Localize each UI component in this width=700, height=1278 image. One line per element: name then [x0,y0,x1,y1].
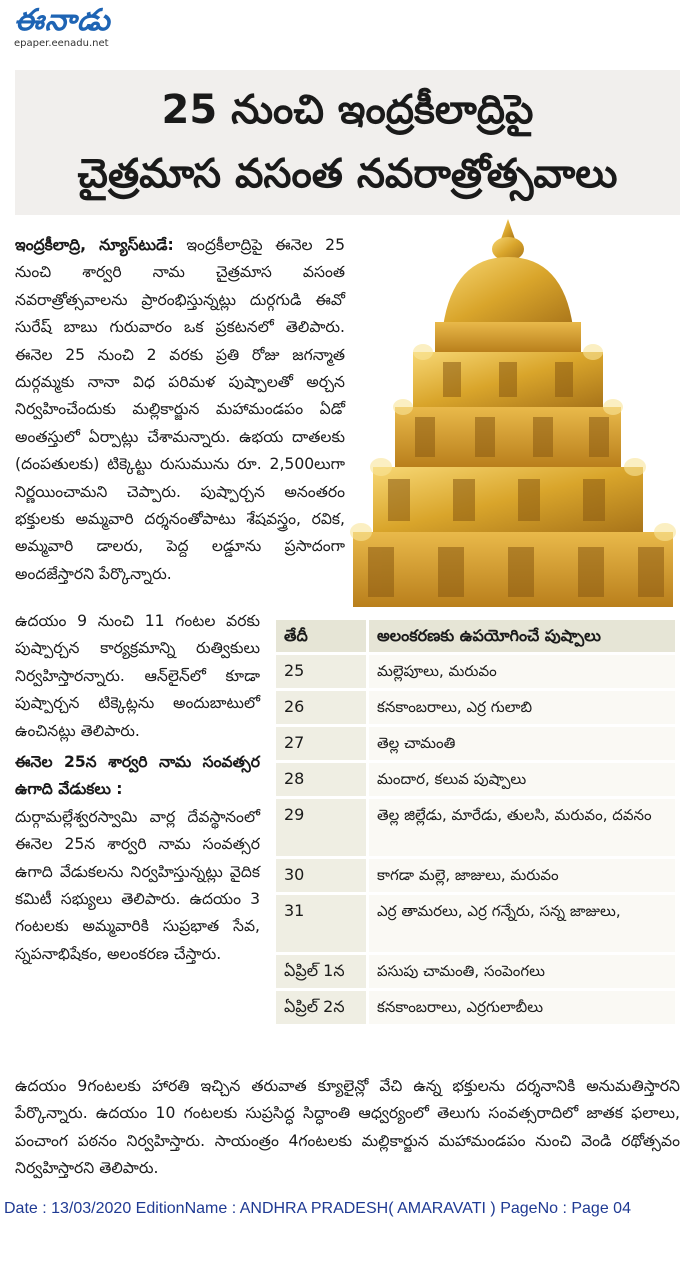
row-flowers: కనకాంబరాలు, ఎర్రగులాబీలు [368,990,677,1026]
site-url[interactable]: epaper.eenadu.net [14,38,109,49]
eenadu-logo[interactable]: ఈనాడు [14,3,111,38]
row-flowers: పసుపు చామంతి, సంపెంగలు [368,954,677,990]
table-row [275,654,677,690]
row-date: 29 [275,798,368,858]
table-row [275,726,677,762]
row-flowers: తెల్ల జిల్లేడు, మారేడు, తులసి, మరువం, దవనం [368,798,677,858]
table-row [275,894,677,954]
headline-line-2: చైత్రమాస వసంత నవరాత్రోత్సవాలు [77,151,618,197]
dateline: ఇంద్రకీలాద్రి, న్యూస్‌టుడే: [15,236,174,254]
header-flowers: అలంకరణకు ఉపయోగించే పుష్పాలు [368,619,677,654]
article-column-top [15,232,345,588]
row-date: 27 [275,726,368,762]
article-para-2: ఉదయం 9 నుంచి 11 గంటల వరకు పుష్పార్చన కార్యక్రమాన్ని రుత్వికులు నిర్వహిస్తారన్నారు. ఆన్‌లైన్‌లో కూడా పుష్పార్చన టిక్కెట్లను అందుబాటులో ఉంచినట్లు తెలిపారు. [15,612,260,740]
article-para-1: ఇంద్రకీలాద్రిపై ఈనెల 25 నుంచి శార్వరి నామ చైత్రమాస వసంత నవరాత్రోత్సవాలను ప్రారంభిస్తున్నట్లు దుర్గగుడి ఈవో సురేష్ బాబు గురువారం ఒక ప్రకటనలో తెలిపారు. ఈనెల 25 నుంచి 2 వరకు ప్రతి రోజు జగన్మాత దుర్గమ్మకు నానా విధ పరిమళ పుష్పాలతో అర్చన నిర్వహించేందుకు మల్లికార్జున మహామండపం ఏడో అంతస్తులో ఏర్పాట్లు చేశామన్నారు. ఉభయ దాతలకు (దంపతులకు) టిక్కెట్టు రుసుమును రూ. 2,500లుగా నిర్ణయించామని చెప్పారు. పుష్పార్చన అనంతరం భక్తులకు అమ్మవారి దర్శనంతోపాటు శేషవస్త్రం, రవిక, అమ్మవారి డాలరు, పెద్ద లడ్డూను ప్రసాదంగా అందజేస్తారని పేర్కొన్నారు. [15,236,345,583]
row-date: ఏప్రిల్ 1న [275,954,368,990]
headline-box [15,70,680,215]
row-flowers: ఎర్ర తామరలు, ఎర్ర గన్నేరు, సన్న జాజులు, [368,894,677,954]
row-date: ఏప్రిల్ 2న [275,990,368,1026]
table-row [275,690,677,726]
article-column-narrow [15,608,260,968]
row-flowers: మందార, కలువ పుష్పాలు [368,762,677,798]
article-para-4: ఉదయం 9గంటలకు హారతి ఇచ్చిన తరువాత క్యూలైన్లో వేచి ఉన్న భక్తులను దర్శనానికి అనుమతిస్తారని పేర్కొన్నారు. ఉదయం 10 గంటలకు సుప్రసిద్ధ సిద్ధాంతి ఆధ్వర్యంలో తెలుగు సంవత్సరాదిలో జాతక ఫలాలు, పంచాంగ పఠనం నిర్వహిస్తారు. సాయంత్రం 4గంటలకు మల్లికార్జున మహామండపం నుంచి వెండి రథోత్సవం నిర్వహిస్తారని తెలిపారు. [15,1077,680,1178]
header-date: తేదీ [275,619,368,654]
temple-gopuram-image [343,217,683,612]
row-date: 25 [275,654,368,690]
headline-line-1: 25 నుంచి ఇంద్రకీలాద్రిపై [161,87,534,133]
row-date: 28 [275,762,368,798]
table-header-row [275,619,677,654]
table-row [275,798,677,858]
table-row [275,990,677,1026]
table-row [275,762,677,798]
masthead [14,4,214,56]
row-flowers: కాగడా మల్లె, జాజులు, మరువం [368,858,677,894]
table-row [275,858,677,894]
article-column-bottom [15,1073,680,1183]
ugadi-subhead: ఈనెల 25న శార్వరి నామ సంవత్సర ఉగాది వేడుకలు : [15,753,260,799]
row-flowers: మల్లెపూలు, మరువం [368,654,677,690]
row-flowers: కనకాంబరాలు, ఎర్ర గులాబి [368,690,677,726]
row-date: 30 [275,858,368,894]
row-flowers: తెల్ల చామంతి [368,726,677,762]
flower-schedule-table [273,617,678,1027]
table-row [275,954,677,990]
article-para-3: దుర్గామల్లేశ్వరస్వామి వార్ల దేవస్థానంలో ఈనెల 25న శార్వరి నామ సంవత్సర ఉగాది వేడుకలను నిర్వహిస్తున్నట్లు వైదిక కమిటీ సభ్యులు తెలిపారు. ఉదయం 3 గంటలకు అమ్మవారికి సుప్రభాత సేవ, స్నపనాభిషేకం, అలంకరణ చేస్తారు. [15,807,260,963]
row-date: 26 [275,690,368,726]
edition-footer: Date : 13/03/2020 EditionName : ANDHRA PRADESH( AMARAVATI ) PageNo : Page 04 [4,1200,631,1217]
row-date: 31 [275,894,368,954]
